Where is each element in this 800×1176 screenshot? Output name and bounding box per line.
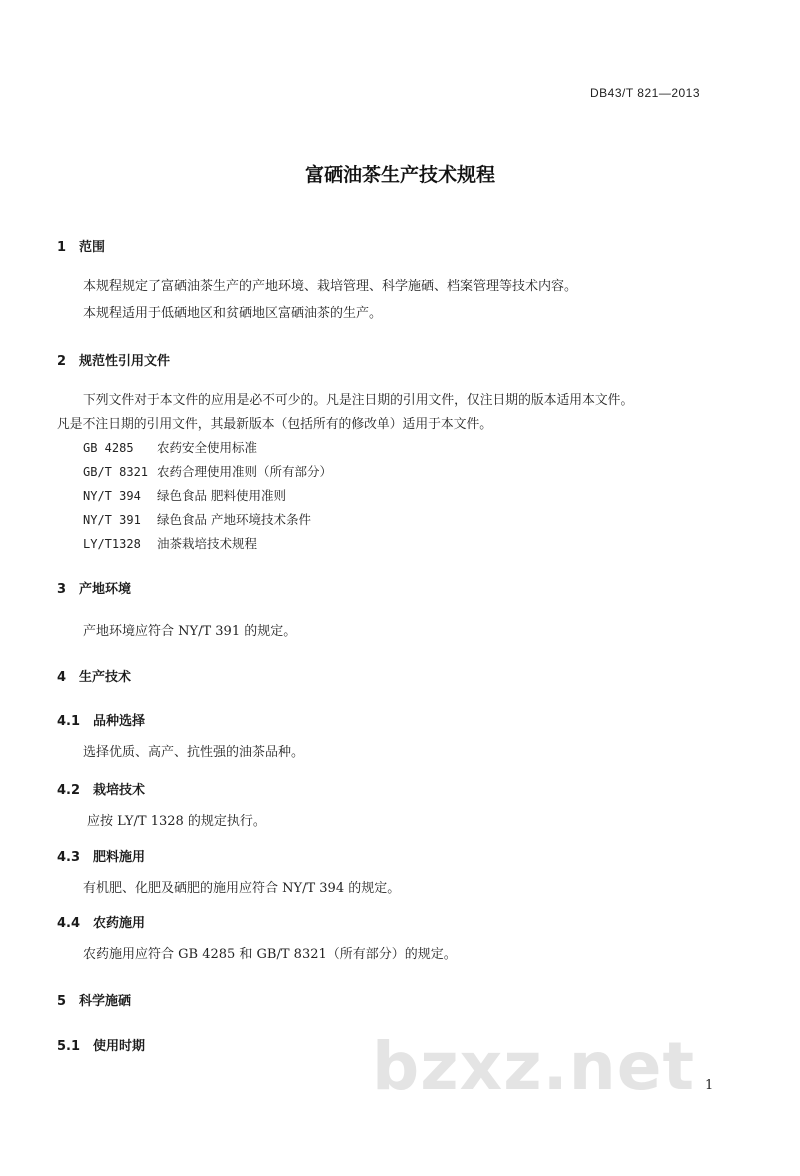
section-5-heading xyxy=(57,990,131,1009)
section-number: 5 xyxy=(57,994,67,1009)
reference-code: NY/T 391 xyxy=(83,513,141,527)
section-number: 4.1 xyxy=(57,714,81,729)
subsection-4-2-heading xyxy=(57,779,145,798)
reference-item xyxy=(83,510,311,528)
reference-code: GB/T 8321 xyxy=(83,465,149,479)
section-4-heading xyxy=(57,666,131,685)
reference-name: 农药安全使用标准 xyxy=(157,440,258,455)
paragraph: 凡是不注日期的引用文件，其最新版本（包括所有的修改单）适用于本文件。 xyxy=(57,417,493,432)
reference-name: 绿色食品 产地环境技术条件 xyxy=(157,512,311,527)
document-number: DB43/T 821—2013 xyxy=(590,86,701,100)
subsection-4-3-heading xyxy=(57,846,145,865)
paragraph: 有机肥、化肥及硒肥的施用应符合 NY/T 394 的规定。 xyxy=(83,881,401,896)
section-number: 4.2 xyxy=(57,783,81,798)
section-number: 4 xyxy=(57,670,67,685)
section-title: 范围 xyxy=(79,240,106,255)
subsection-4-4-heading xyxy=(57,912,145,931)
watermark: bzxz.net xyxy=(372,1028,696,1105)
reference-name: 油茶栽培技术规程 xyxy=(157,536,258,551)
section-title: 品种选择 xyxy=(93,714,146,729)
reference-name: 农药合理使用准则（所有部分） xyxy=(157,464,333,479)
paragraph: 选择优质、高产、抗性强的油茶品种。 xyxy=(83,745,305,760)
reference-item xyxy=(83,438,257,456)
section-title: 生产技术 xyxy=(79,670,132,685)
reference-code: LY/T1328 xyxy=(83,537,141,551)
section-title: 规范性引用文件 xyxy=(79,354,171,369)
paragraph: 产地环境应符合 NY/T 391 的规定。 xyxy=(83,624,297,639)
section-number: 3 xyxy=(57,582,67,597)
paragraph: 下列文件对于本文件的应用是必不可少的。凡是注日期的引用文件，仅注日期的版本适用本文件。 xyxy=(83,393,634,408)
reference-code: NY/T 394 xyxy=(83,489,141,503)
section-title: 栽培技术 xyxy=(93,783,146,798)
section-number: 4.4 xyxy=(57,916,81,931)
section-title: 产地环境 xyxy=(79,582,132,597)
section-number: 2 xyxy=(57,354,67,369)
paragraph: 应按 LY/T 1328 的规定执行。 xyxy=(87,814,266,829)
section-title: 使用时期 xyxy=(93,1039,146,1054)
section-number: 5.1 xyxy=(57,1039,81,1054)
section-title: 科学施硒 xyxy=(79,994,132,1009)
section-number: 4.3 xyxy=(57,850,81,865)
section-title: 肥料施用 xyxy=(93,850,146,865)
section-number: 1 xyxy=(57,240,67,255)
section-2-heading xyxy=(57,350,170,369)
paragraph: 农药施用应符合 GB 4285 和 GB/T 8321（所有部分）的规定。 xyxy=(83,947,457,962)
reference-code: GB 4285 xyxy=(83,441,134,455)
paragraph: 本规程适用于低硒地区和贫硒地区富硒油茶的生产。 xyxy=(83,306,383,321)
section-1-heading xyxy=(57,236,105,255)
reference-item xyxy=(83,534,257,552)
section-title: 农药施用 xyxy=(93,916,146,931)
subsection-5-1-heading xyxy=(57,1035,145,1054)
document-title: 富硒油茶生产技术规程 xyxy=(304,164,495,186)
page-number: 1 xyxy=(705,1078,714,1093)
reference-name: 绿色食品 肥料使用准则 xyxy=(157,488,286,503)
paragraph: 本规程规定了富硒油茶生产的产地环境、栽培管理、科学施硒、档案管理等技术内容。 xyxy=(83,279,578,294)
section-3-heading xyxy=(57,578,131,597)
reference-item xyxy=(83,462,332,480)
subsection-4-1-heading xyxy=(57,710,145,729)
reference-item xyxy=(83,486,286,504)
